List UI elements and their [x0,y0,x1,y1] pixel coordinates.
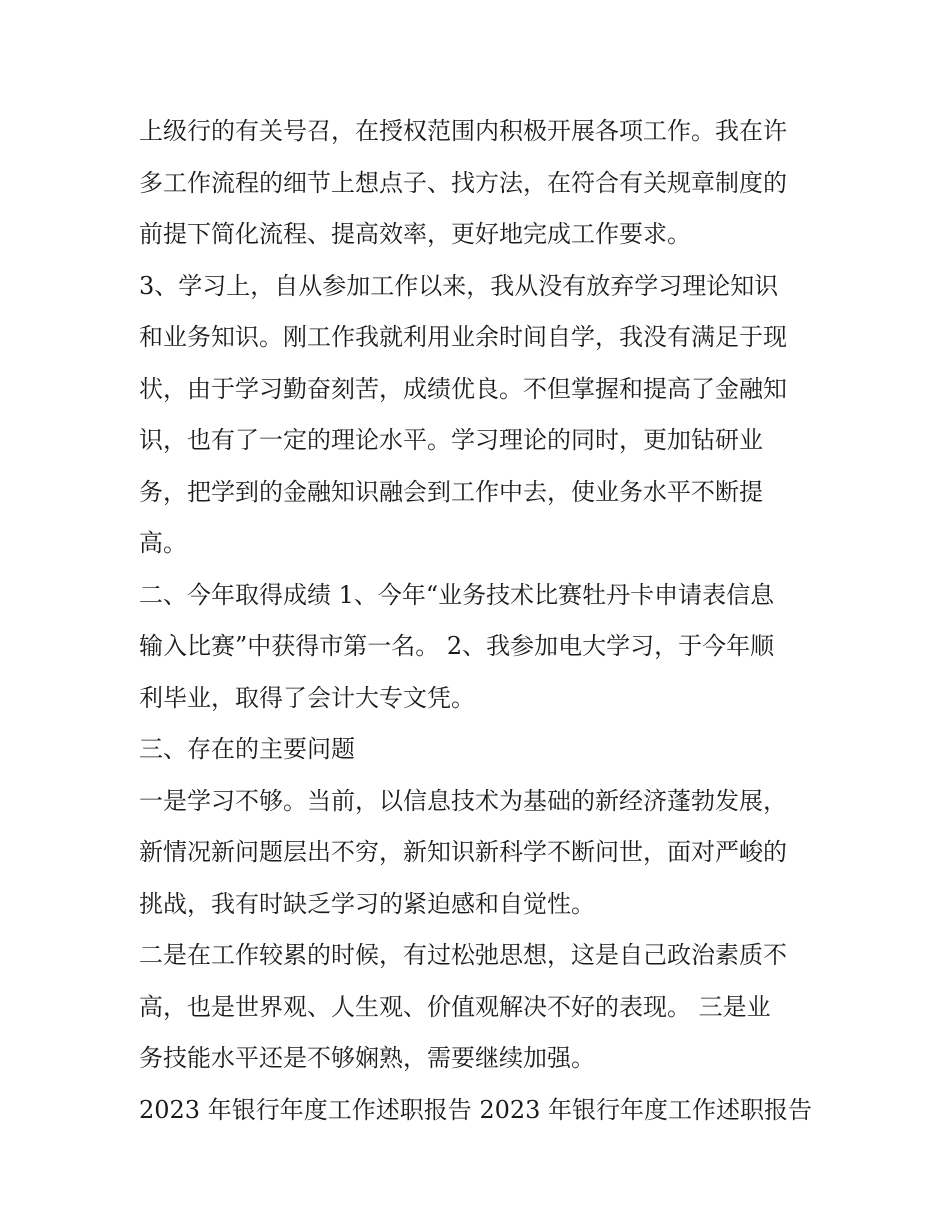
text-line: 新情况新问题层出不穷，新知识新科学不断问世，面对严峻的 [139,838,787,866]
text-line: 利毕业，取得了会计大专文凭。 [139,683,475,712]
text-line: 高，也是世界观、人生观、价值观解决不好的表现。 三是业 [139,992,771,1021]
text-line: 务技能水平还是不够娴熟，需要继续加强。 [139,1044,595,1072]
paragraph-work-initiative [139,106,819,261]
paragraph-problem-one [139,776,819,931]
text-line: 二、今年取得成绩 1、今年“业务技术比赛牡丹卡申请表信息 [139,580,775,609]
text-line: 三、存在的主要问题 [139,735,355,763]
text-line: 高。 [139,529,187,557]
paragraph-problem-two-three [139,930,819,1085]
text-line: 务，把学到的金融知识融会到工作中去，使业务水平不断提 [139,477,763,506]
text-line: 挑战，我有时缺乏学习的紧迫感和自觉性。 [139,889,595,918]
text-line: 状，由于学习勤奋刻苦，成绩优良。不但掌握和提高了金融知 [139,374,787,403]
text-line: 3、学习上，自从参加工作以来，我从没有放弃学习理论知识 [139,271,779,300]
text-line: 一是学习不够。当前，以信息技术为基础的新经济蓬勃发展， [139,786,787,815]
document-body [139,106,819,1136]
text-line: 上级行的有关号召，在授权范围内积极开展各项工作。我在许 [139,117,787,145]
text-line: 多工作流程的细节上想点子、找方法，在符合有关规章制度的 [139,168,787,197]
paragraph-achievements [139,570,819,725]
text-line: 和业务知识。刚工作我就利用业余时间自学，我没有满足于现 [139,323,787,351]
paragraph-study [139,261,819,570]
text-line: 2023 年银行年度工作述职报告 2023 年银行年度工作述职报告 [139,1095,813,1124]
text-line: 识，也有了一定的理论水平。学习理论的同时，更加钻研业 [139,426,763,454]
text-line: 前提下简化流程、提高效率，更好地完成工作要求。 [139,220,691,248]
paragraph-report-title [139,1085,819,1137]
text-line: 二是在工作较累的时候，有过松弛思想，这是自己政治素质不 [139,941,787,969]
text-line: 输入比赛”中获得市第一名。 2、我参加电大学习，于今年顺 [139,632,775,660]
section-heading-problems [139,724,819,776]
